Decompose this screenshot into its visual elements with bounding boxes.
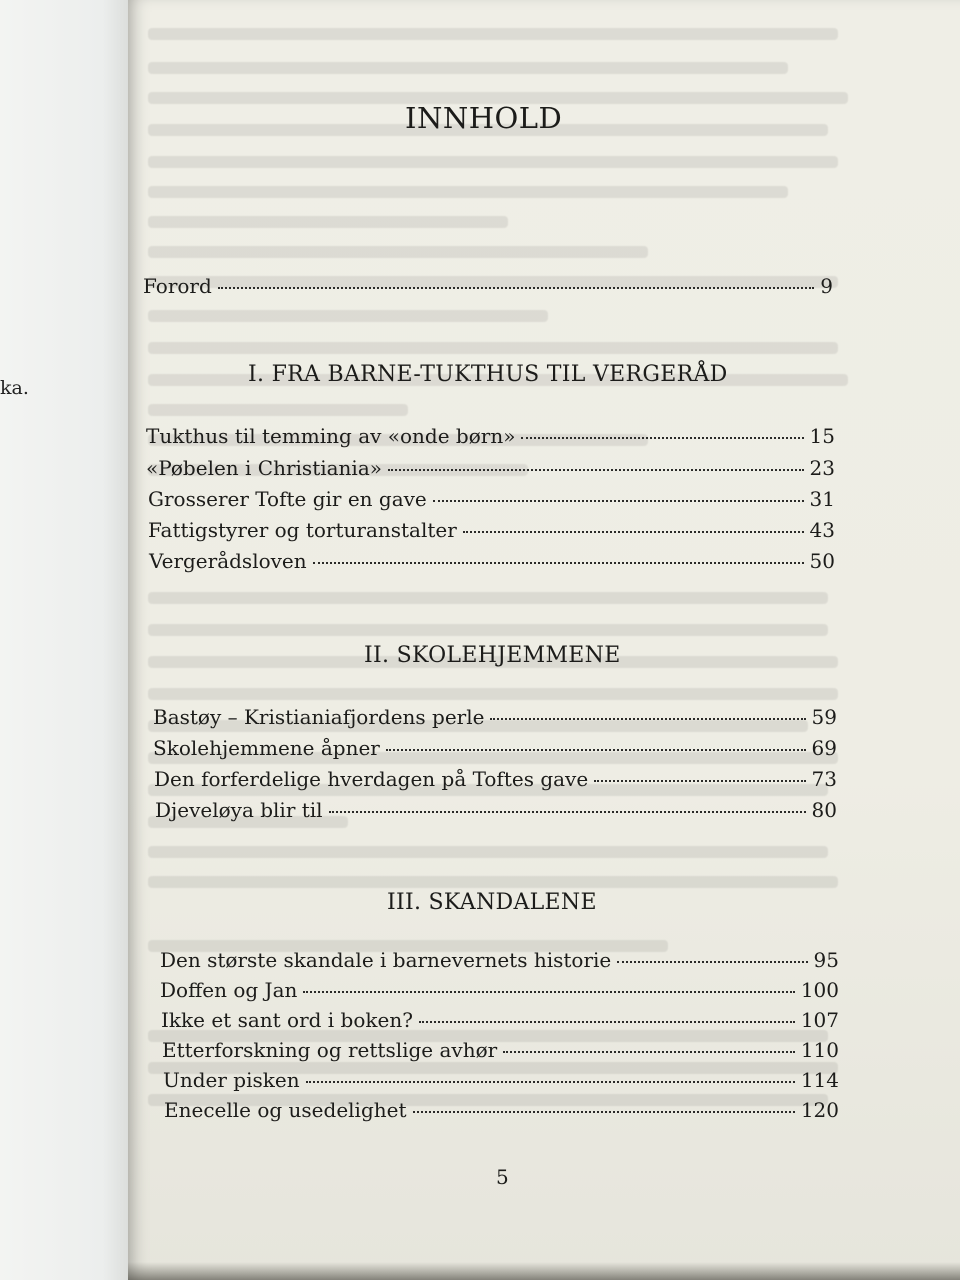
toc-entry-page: 31 <box>809 487 835 511</box>
toc-entry-page: 95 <box>813 948 839 972</box>
dot-leader <box>386 749 806 751</box>
toc-entry-title: Tukthus til temming av «onde børn» <box>146 424 516 448</box>
toc-entry-title: Skolehjemmene åpner <box>153 736 380 760</box>
toc-entry-title: Grosserer Tofte gir en gave <box>148 487 427 511</box>
toc-entry-page: 114 <box>800 1068 839 1092</box>
section-heading: I. FRA BARNE-TUKTHUS TIL VERGERÅD <box>248 362 728 387</box>
toc-entry-title: Den største skandale i barnevernets historie <box>160 948 612 972</box>
toc-entry-page: 59 <box>811 705 837 729</box>
toc-entry-page: 100 <box>800 978 839 1002</box>
toc-entry-page: 43 <box>809 518 835 542</box>
toc-entry-page: 80 <box>811 798 837 822</box>
dot-leader <box>617 961 807 963</box>
toc-entry-title: Fattigstyrer og torturanstalter <box>148 518 457 542</box>
dot-leader <box>303 991 794 993</box>
toc-entry <box>160 948 839 972</box>
toc-entry-page: 15 <box>809 424 835 448</box>
toc-entry-page: 69 <box>811 736 837 760</box>
toc-entry <box>154 767 837 791</box>
toc-entry <box>153 736 837 760</box>
toc-entry-page: 50 <box>809 549 835 573</box>
toc-entry <box>148 487 835 511</box>
toc-entry-title: Etterforskning og rettslige avhør <box>162 1038 498 1062</box>
dot-leader <box>313 562 804 564</box>
section-heading: III. SKANDALENE <box>387 890 597 915</box>
toc-entry <box>155 798 837 822</box>
toc-entry-page: 120 <box>800 1098 839 1122</box>
dot-leader <box>419 1021 795 1023</box>
toc-entry-title: Enecelle og usedelighet <box>164 1098 407 1122</box>
dot-leader <box>594 780 805 782</box>
dot-leader <box>306 1081 795 1083</box>
toc-entry <box>148 518 835 542</box>
toc-entry <box>153 705 837 729</box>
toc-entry-title: Forord <box>143 274 212 298</box>
toc-entry-title: Doffen og Jan <box>160 978 298 1002</box>
toc-entry-title: Den forferdelige hverdagen på Toftes gave <box>154 767 589 791</box>
toc-entry-title: Vergerådsloven <box>149 549 307 573</box>
toc-entry-title: Under pisken <box>163 1068 300 1092</box>
page-number: 5 <box>496 1165 509 1189</box>
toc-entry-title: Bastøy – Kristianiafjordens perle <box>153 705 485 729</box>
toc-entry-title: «Pøbelen i Christiania» <box>146 456 382 480</box>
dot-leader <box>490 718 805 720</box>
dot-leader <box>329 811 806 813</box>
section-heading: II. SKOLEHJEMMENE <box>364 643 621 668</box>
toc-entry-title: Djeveløya blir til <box>155 798 323 822</box>
toc-entry <box>146 456 835 480</box>
dot-leader <box>388 469 804 471</box>
left-page-text-fragment: ka. <box>0 377 29 399</box>
toc-entry-page: 107 <box>800 1008 839 1032</box>
toc-entry <box>160 978 839 1002</box>
toc-entry-page: 9 <box>820 274 833 298</box>
toc-entry <box>164 1098 839 1122</box>
toc-entry-title: Ikke et sant ord i boken? <box>161 1008 413 1032</box>
dot-leader <box>218 287 814 289</box>
dot-leader <box>433 500 804 502</box>
toc-entry-page: 73 <box>811 767 837 791</box>
toc-entry-preface <box>143 274 833 298</box>
dot-leader <box>413 1111 795 1113</box>
toc-entry <box>149 549 835 573</box>
toc-entry-page: 110 <box>800 1038 839 1062</box>
dot-leader <box>463 531 804 533</box>
dot-leader <box>503 1051 795 1053</box>
toc-entry-page: 23 <box>809 456 835 480</box>
toc-entry <box>146 424 835 448</box>
toc-entry <box>163 1068 839 1092</box>
toc-entry <box>161 1008 839 1032</box>
page-title: INNHOLD <box>405 101 563 135</box>
toc-entry <box>162 1038 839 1062</box>
dot-leader <box>521 437 803 439</box>
